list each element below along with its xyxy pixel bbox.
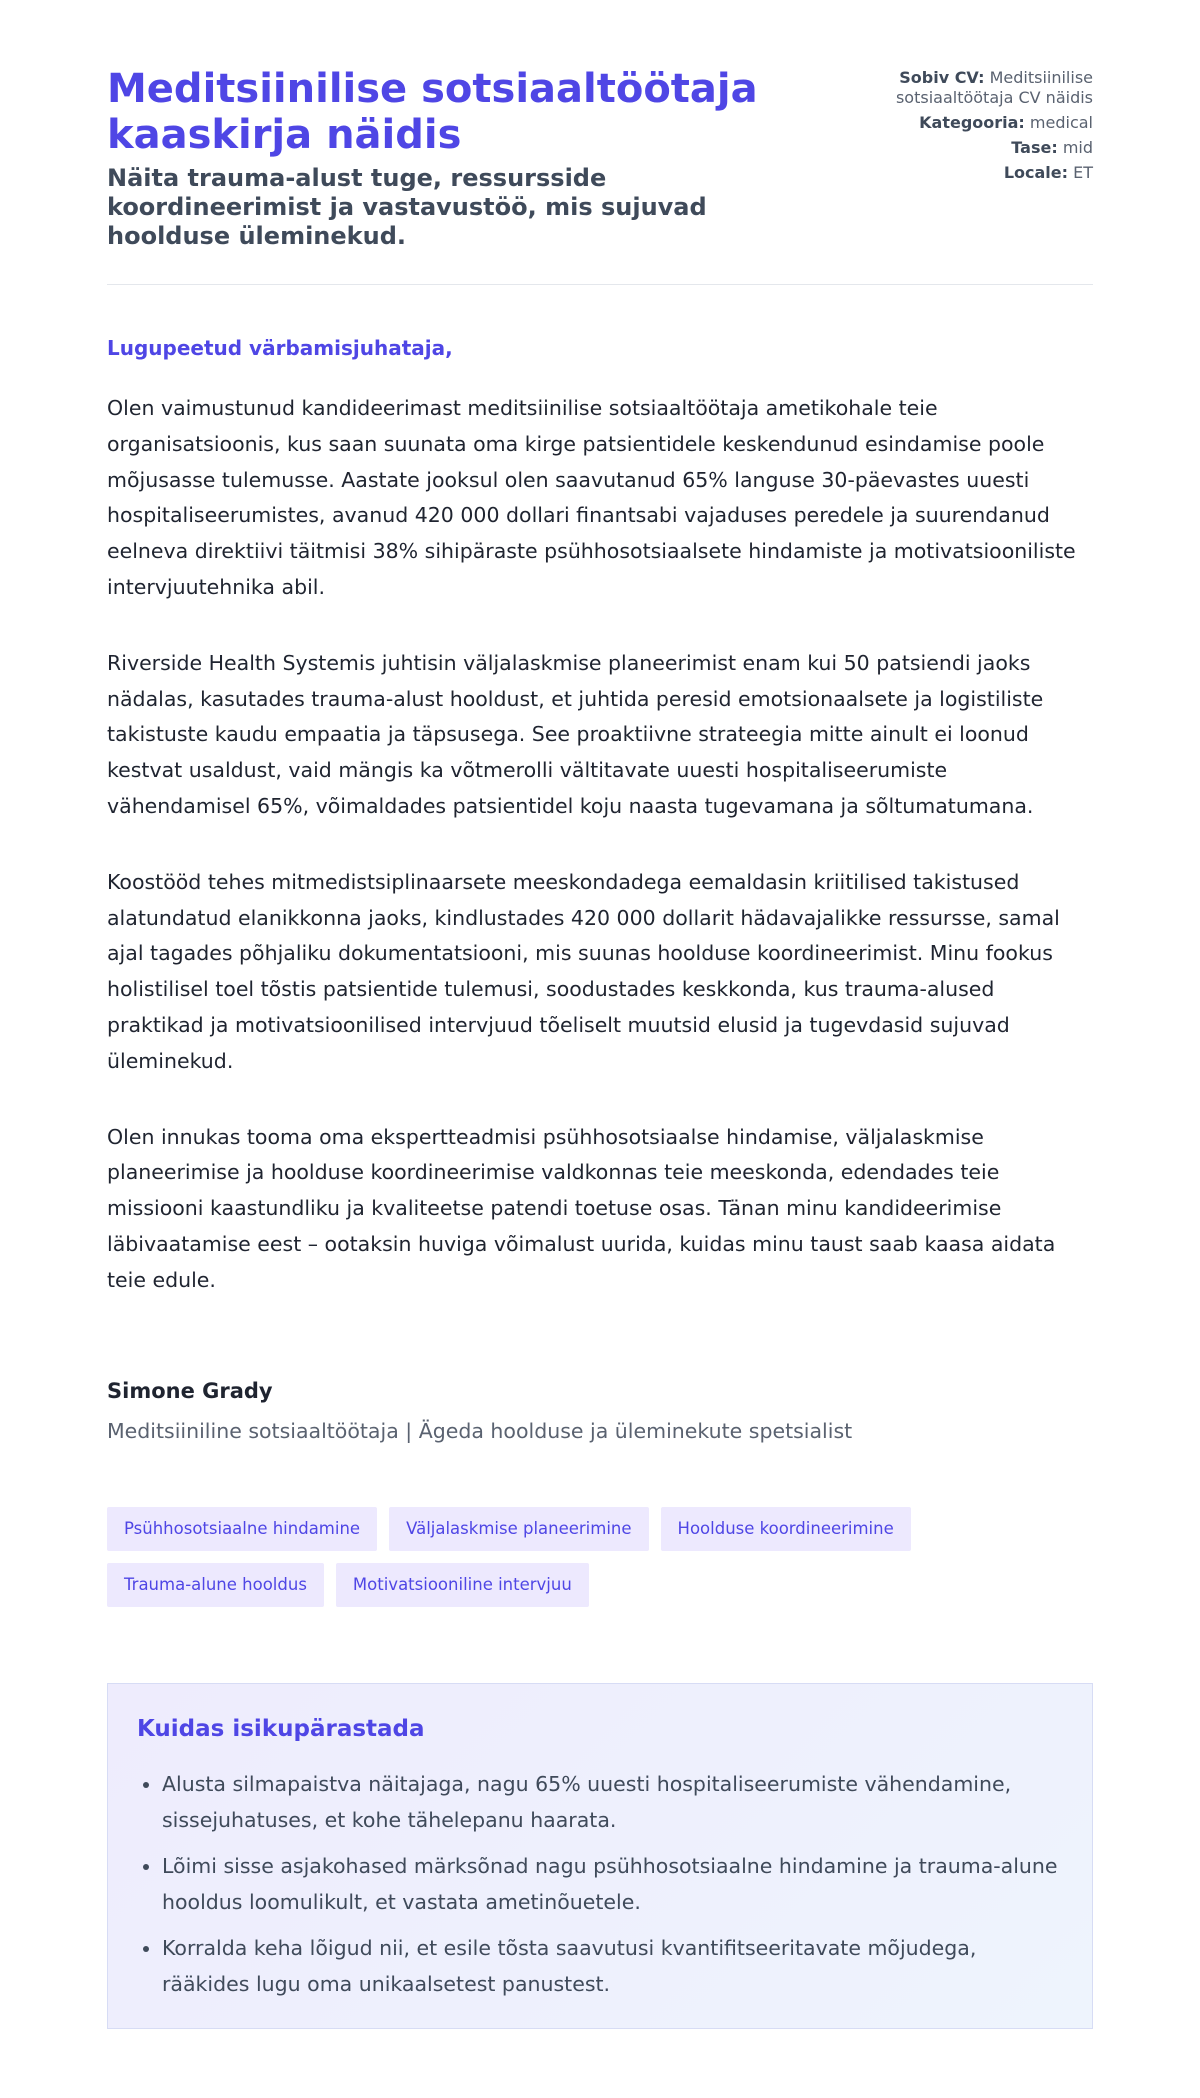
meta-level-value: mid — [1062, 138, 1093, 157]
letter-paragraph-3: Koostööd tehes mitmedistsiplinaarsete meeskondadega eemaldasin kriitilised takistused alatundatud elanikkonna jaoks, kindlustades 420 000 dollarit hädavajalikke ressursse, samal ajal tagades põhjaliku dokumentatsiooni, mis suunas hoolduse koordineerimist. Minu fookus holistilisel toel tõstis patsientide tulemusi, soodustades keskkonda, kus trauma-alused praktikad ja motivatsioonilised intervjuud tõeliselt muutsid elusid ja tugevdasid sujuvad üleminekud. — [107, 869, 1060, 1073]
letter-paragraph-1: Olen vaimustunud kandideerimast meditsiinilise sotsiaaltöötaja ametikohale teie organisatsioonis, kus saan suunata oma kirge patsientidele keskendunud esindamise poole mõjusasse tulemusse. Aastate jooksul olen saavutanud 65% languse 30-päevastes uuesti hospitaliseerumistes, avanud 420 000 dollari finantsabi vajaduses peredele ja suurendanud eelneva direktiivi täitmisi 38% sihipäraste psühhosotsiaalsete hindamiste ja motivatsiooniliste intervjuutehnika abil. — [107, 396, 1076, 599]
tip-item: • Lõimi sisse asjakohased märksõnad nagu psühhosotsiaalne hindamine ja trauma-alune hooldus loomulikult, et vastata ametinõuetele. — [162, 1848, 1063, 1920]
tips-list — [137, 1766, 1063, 2002]
meta-locale-label: Locale: — [1003, 163, 1069, 182]
tips-title: Kuidas isikupärastada — [137, 1715, 425, 1742]
meta-level — [853, 138, 1093, 158]
letter-paragraph-2: Riverside Health Systemis juhtisin väljalaskmise planeerimist enam kui 50 patsiendi jaoks nädalas, kasutades trauma-alust hooldust, et juhtida peresid emotsionaalsete ja logistiliste takistuste kaudu empaatia ja täpsusega. See proaktiivne strateegia mitte ainult ei loonud kestvat usaldust, vaid mängis ka võtmerolli vältitavate uuesti hospitaliseerumiste vähendamisel 65%, võimaldades patsientidel koju naasta tugevamana ja sõltumatumana. — [107, 650, 1044, 818]
meta-cv — [853, 68, 1093, 108]
skill-tag: Väljalaskmise planeerimine — [389, 1507, 648, 1551]
page-title: Meditsiinilise sotsiaaltöötaja kaaskirja näidis — [107, 66, 758, 158]
meta-locale — [853, 163, 1093, 183]
tip-item: • Korralda keha lõigud nii, et esile tõsta saavutusi kvantifitseeritavate mõjudega, rääkides lugu oma unikaalsetest panustest. — [162, 1930, 1063, 2002]
meta-locale-value: ET — [1073, 163, 1093, 182]
page-subtitle: Näita trauma-alust tuge, ressursside koordineerimist ja vastavustöö, mis sujuvad hoolduse üleminekud. — [107, 164, 707, 250]
meta-category-value: medical — [1029, 113, 1093, 132]
personalization-tips-box — [107, 1683, 1093, 2029]
meta-category-label: Kategooria: — [919, 113, 1025, 132]
page-header — [107, 0, 1093, 284]
meta-cv-value: Meditsiinilise sotsiaaltöötaja CV näidis — [895, 68, 1093, 107]
letter-greeting: Lugupeetud värbamisjuhataja, — [107, 336, 453, 360]
skill-tag: Trauma-alune hooldus — [107, 1563, 324, 1607]
meta-category — [853, 113, 1093, 133]
signature-name: Simone Grady — [107, 1378, 273, 1403]
skill-tag: Psühhosotsiaalne hindamine — [107, 1507, 377, 1551]
skill-tags — [107, 1507, 967, 1607]
signature-role: Meditsiiniline sotsiaaltöötaja | Ägeda hoolduse ja üleminekute spetsialist — [107, 1418, 853, 1443]
skill-tag: Hoolduse koordineerimine — [661, 1507, 911, 1551]
tip-item: • Alusta silmapaistva näitajaga, nagu 65% uuesti hospitaliseerumiste vähendamine, sissejuhatuses, et kohe tähelepanu haarata. — [162, 1766, 1063, 1838]
meta-panel — [853, 68, 1093, 188]
meta-cv-label: Sobiv CV: — [899, 68, 985, 87]
header-divider — [107, 284, 1093, 285]
meta-level-label: Tase: — [1011, 138, 1058, 157]
skill-tag: Motivatsiooniline intervjuu — [336, 1563, 589, 1607]
letter-paragraph-4: Olen innukas tooma oma ekspertteadmisi psühhosotsiaalse hindamise, väljalaskmise planeerimise ja hoolduse koordineerimise valdkonnas teie meeskonda, edendades teie missiooni kaastundliku ja kvaliteetse patendi toetuse osas. Tänan minu kandideerimise läbivaatamise eest – ootaksin huviga võimalust uurida, kuidas minu taust saab kaasa aidata teie edule. — [107, 1124, 1056, 1292]
